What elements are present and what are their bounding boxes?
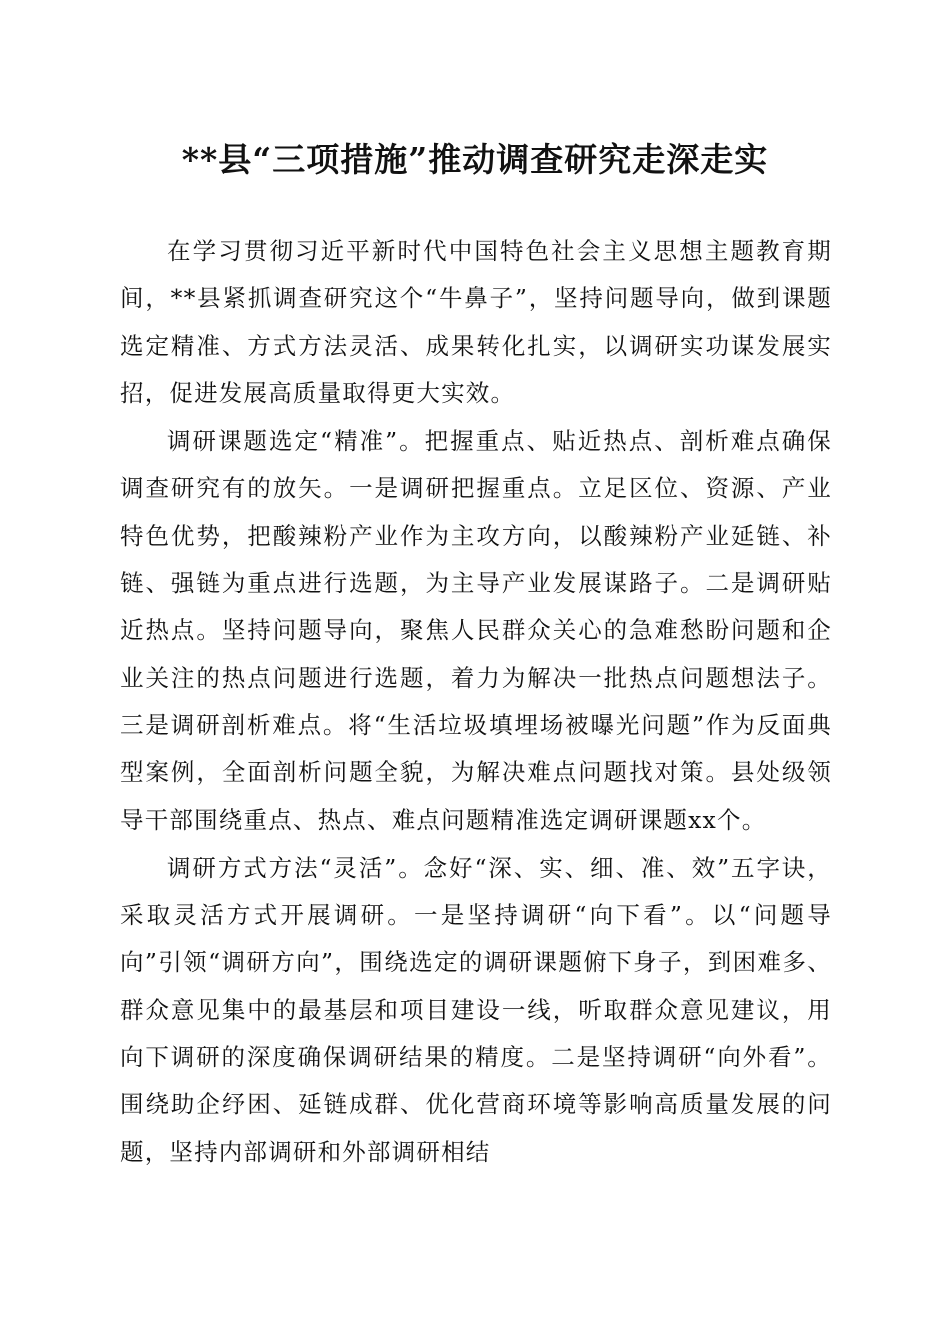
document-body	[120, 228, 832, 1177]
paragraph-intro: 在学习贯彻习近平新时代中国特色社会主义思想主题教育期间，**县紧抓调查研究这个“牛鼻子”，坚持问题导向，做到课题选定精准、方式方法灵活、成果转化扎实，以调研实功谋发展实招，促进发展高质量取得更大实效。	[120, 237, 832, 407]
document-title: **县“三项措施”推动调查研究走深走实	[181, 140, 769, 179]
paragraph-research-methods: 调研方式方法“灵活”。念好“深、实、细、准、效”五字诀，采取灵活方式开展调研。一是坚持调研“向下看”。以“问题导向”引领“调研方向”，围绕选定的调研课题俯下身子，到困难多、群众意见集中的最基层和项目建设一线，听取群众意见建议，用向下调研的深度确保调研结果的精度。二是坚持调研“向外看”。围绕助企纾困、延链成群、优化营商环境等影响高质量发展的问题，坚持内部调研和外部调研相结	[120, 853, 832, 1166]
paragraph-topic-selection: 调研课题选定“精准”。把握重点、贴近热点、剖析难点确保调查研究有的放矢。一是调研把握重点。立足区位、资源、产业特色优势，把酸辣粉产业作为主攻方向，以酸辣粉产业延链、补链、强链为重点进行选题，为主导产业发展谋路子。二是调研贴近热点。坚持问题导向，聚焦人民群众关心的急难愁盼问题和企业关注的热点问题进行选题，着力为解决一批热点问题想法子。三是调研剖析难点。将“生活垃圾填埋场被曝光问题”作为反面典型案例，全面剖析问题全貌，为解决难点问题找对策。县处级领导干部围绕重点、热点、难点问题精准选定调研课题xx个。	[120, 427, 832, 834]
